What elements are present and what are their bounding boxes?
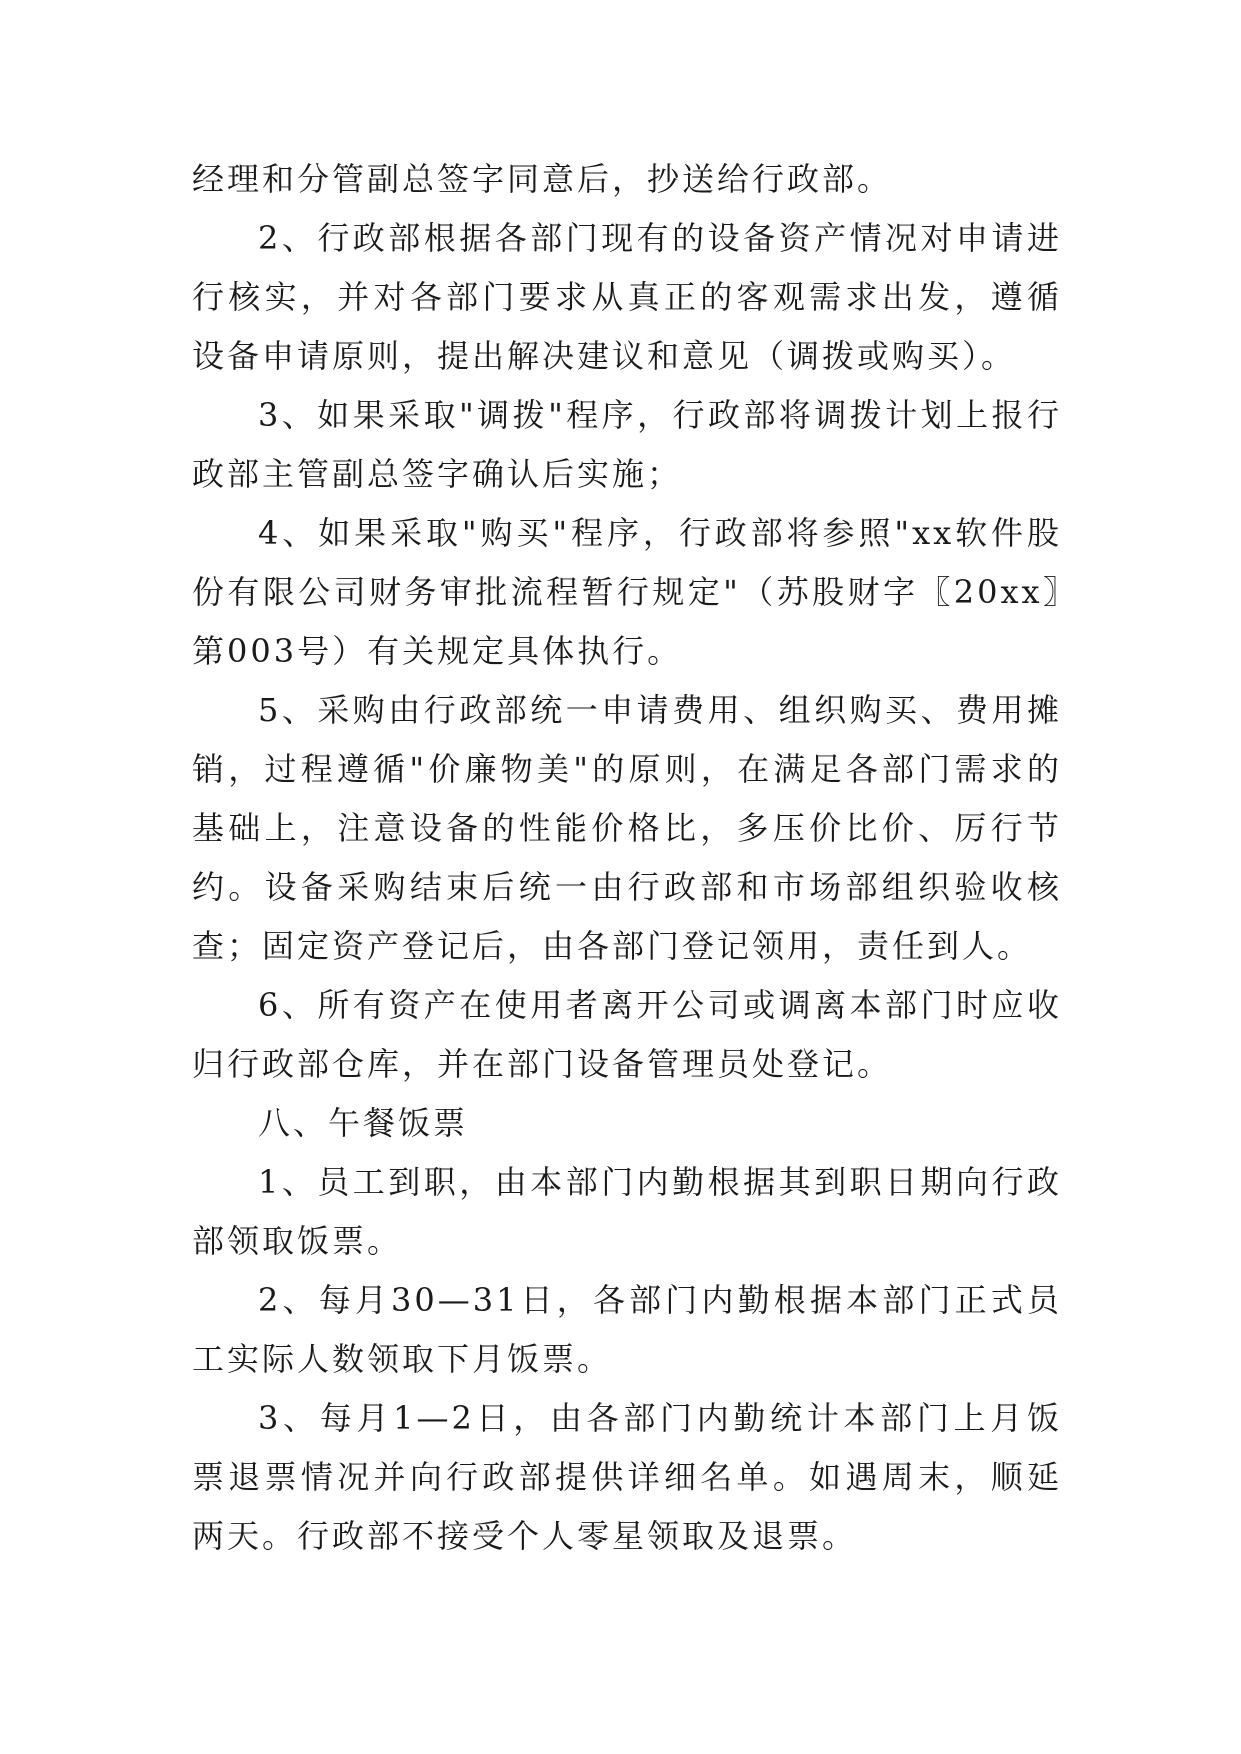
paragraph-lunch-item-2: 2、每月30—31日，各部门内勤根据本部门正式员工实际人数领取下月饭票。 <box>192 1281 1062 1378</box>
section-heading-lunch-tickets: 八、午餐饭票 <box>258 1104 469 1142</box>
paragraph-item-5: 5、采购由行政部统一申请费用、组织购买、费用摊销，过程遵循"价廉物美"的原则，在满足各部门需求的基础上，注意设备的性能价格比，多压价比价、厉行节约。设备采购结束后统一由行政部和市场部组织验收核查；固定资产登记后，由各部门登记领用，责任到人。 <box>192 691 1062 965</box>
paragraph-item-2: 2、行政部根据各部门现有的设备资产情况对申请进行核实，并对各部门要求从真正的客观需求出发，遵循设备申请原则，提出解决建议和意见（调拨或购买）。 <box>192 219 1062 375</box>
document-body <box>192 150 1062 1566</box>
paragraph-item-4: 4、如果采取"购买"程序，行政部将参照"xx软件股份有限公司财务审批流程暂行规定"（苏股财字〖20xx〗第003号）有关规定具体执行。 <box>192 514 1062 670</box>
paragraph-continuation: 经理和分管副总签字同意后，抄送给行政部。 <box>192 160 893 198</box>
paragraph-item-3: 3、如果采取"调拨"程序，行政部将调拨计划上报行政部主管副总签字确认后实施； <box>192 396 1062 493</box>
paragraph-lunch-item-1: 1、员工到职，由本部门内勤根据其到职日期向行政部领取饭票。 <box>192 1163 1062 1260</box>
paragraph-item-6: 6、所有资产在使用者离开公司或调离本部门时应收归行政部仓库，并在部门设备管理员处登记。 <box>192 986 1062 1083</box>
paragraph-lunch-item-3: 3、每月1—2日，由各部门内勤统计本部门上月饭票退票情况并向行政部提供详细名单。如遇周末，顺延两天。行政部不接受个人零星领取及退票。 <box>192 1399 1062 1555</box>
